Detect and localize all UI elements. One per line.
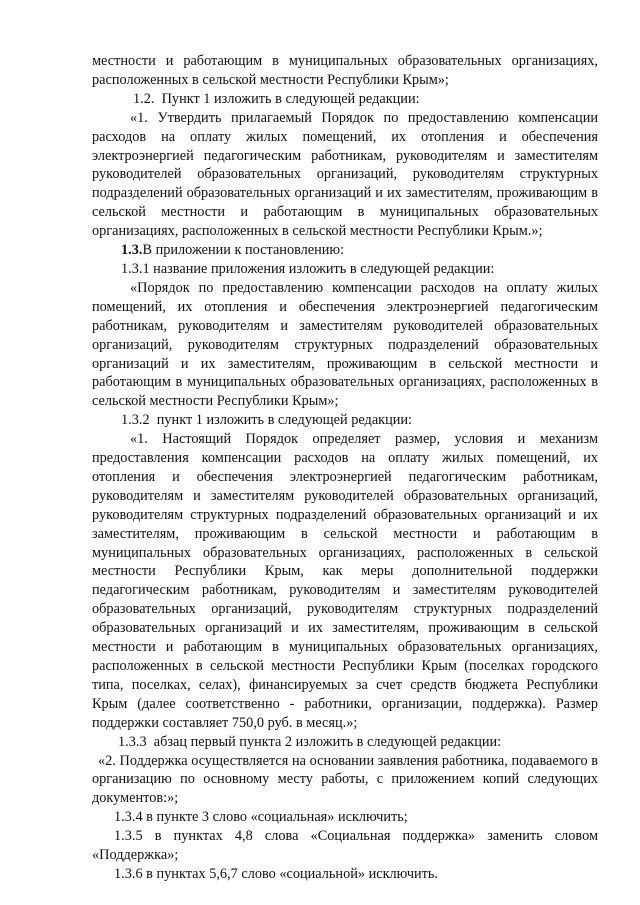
paragraph-1-3-4: 1.3.4 в пункте 3 слово «социальная» исключить; [114, 809, 408, 826]
paragraph-continuation: местности и работающим в муниципальных образовательных организациях, расположенных в сельской местности Республики Крым»; [92, 53, 598, 88]
paragraph-1-3-2: 1.3.2 пункт 1 изложить в следующей редакции: [121, 412, 413, 429]
paragraph-1-2 [92, 90, 598, 109]
item-text-1-2: Пункт 1 изложить в следующей редакции: [154, 90, 420, 107]
paragraph-1-3-5: 1.3.5 в пунктах 4,8 слова «Социальная поддержка» заменить словом «Поддержка»; [92, 828, 598, 864]
paragraph-appendix-title: «Порядок по предоставлению компенсации расходов на оплату жилых помещений, их отопления и обеспечения электроэнергией педагогическим работникам, руководителям и заместителям руководителей образовательных организаций, руководителям структурных подразделений образовательных организаций и их заместителям, проживающим в сельской местности и работающим в муниципальных образовательных организациях, расположенных в сельской местности Республики Крым»; [92, 279, 598, 410]
item-number-1-3: 1.3. [121, 242, 143, 259]
paragraph-1-3-6: 1.3.6 в пунктах 5,6,7 слово «социальной» исключить. [114, 865, 439, 882]
item-text-1-3: В приложении к постановлению: [142, 242, 345, 259]
paragraph-1-3 [92, 241, 598, 260]
paragraph-point-2: «2. Поддержка осуществляется на основании заявления работника, подаваемого в организацию по основному месту работы, с приложением копий следующих документов:»; [92, 752, 598, 807]
paragraph-point-1-text: «1. Утвердить прилагаемый Порядок по предоставлению компенсации расходов на оплату жилых помещений, их отопления и обеспечения электроэнергией педагогическим работникам, руководителям и заместителям руководителей образовательных организаций, руководителям структурных подразделений образовательных организаций и их заместителям, проживающим в сельской местности и работающим в муниципальных образовательных организациях, расположенных в сельской местности Республики Крым.»; [92, 109, 598, 240]
item-number-1-2: 1.2. [133, 90, 155, 107]
paragraph-point-1-procedure: «1. Настоящий Порядок определяет размер, условия и механизм предоставления компенсации расходов на оплату жилых помещений, их отопления и обеспечения электроэнергией педагогическим работникам, руководителям и заместителям руководителей образовательных организаций, руководителям структурных подразделений образовательных организаций и их заместителям, проживающим в сельской местности и работающим в муниципальных образовательных организациях, расположенных в сельской местности Республики Крым, как меры дополнительной поддержки педагогическим работникам, руководителям и заместителям руководителей образовательных организаций, руководителям структурных подразделений образовательных организаций и их заместителям, проживающим в сельской местности и работающим в муниципальных образовательных организациях, расположенных в сельской местности Республики Крым (поселках городского типа, поселках, селах), финансируемых за счет средств бюджета Республики Крым (далее соответственно - работники, организации, поддержка). Размер поддержки составляет 750,0 руб. в месяц.»; [92, 431, 598, 731]
document-body [92, 52, 598, 884]
paragraph-1-3-3: 1.3.3 абзац первый пункта 2 изложить в следующей редакции: [118, 733, 502, 750]
paragraph-1-3-1: 1.3.1 название приложения изложить в следующей редакции: [121, 260, 495, 277]
